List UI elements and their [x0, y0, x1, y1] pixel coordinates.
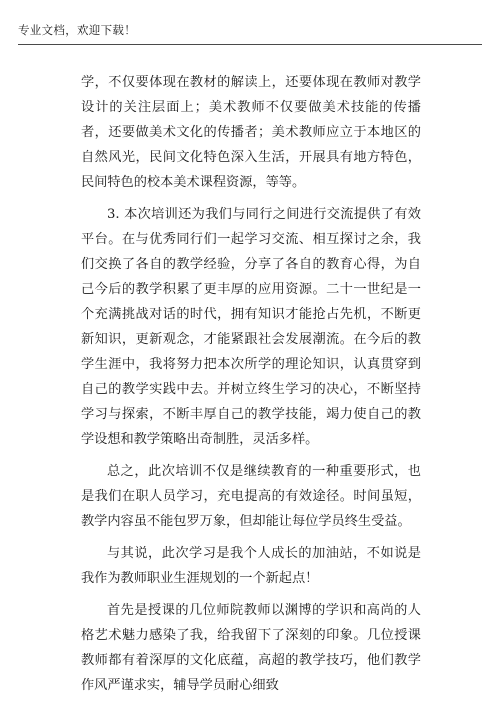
header-divider — [18, 44, 482, 45]
paragraph-new-starting-point: 与其说，此次学习是我个人成长的加油站，不如说是我作为教师职业生涯规划的一个新起点！ — [81, 546, 421, 586]
document-body — [81, 70, 421, 705]
paragraph-summary: 总之，此次培训不仅是继续教育的一种重要形式，也是我们在职人员学习，充电提高的有效途径。时间虽短，教学内容虽不能包罗万象，但却能让每位学员终生受益。 — [81, 464, 421, 529]
paragraph-instructors: 首先是授课的几位师院教师以渊博的学识和高尚的人格艺术魅力感染了我，给我留下了深刻的印象。几位授课教师都有着深厚的文化底蕴，高超的教学技巧，他们教学作风严谨求实，辅导学员耐心细致 — [81, 603, 421, 693]
paragraph-point-3: 3. 本次培训还为我们与同行之间进行交流提供了有效平台。在与优秀同行们一起学习交流、相互探讨之余，我们交换了各自的教学经验，分享了各自的教育心得，为自己今后的教学积累了更丰厚的应用资源。二十一世纪是一个充满挑战对话的时代，拥有知识才能抢占先机，不断更新知识，更新观念，才能紧跟社会发展潮流。在今后的教学生涯中，我将努力把本次所学的理论知识，认真贯穿到自己的教学实践中去。并树立终生学习的决心，不断坚持学习与探索，不断丰厚自己的教学技能，竭力使自己的教学设想和教学策略出奇制胜，灵活多样。 — [81, 207, 421, 447]
page-header: 专业文档，欢迎下载！ — [18, 23, 136, 37]
paragraph-continuation: 学，不仅要体现在教材的解读上，还要体现在教师对教学设计的关注层面上；美术教师不仅要做美术技能的传播者，还要做美术文化的传播者；美术教师应立于本地区的自然风光，民间文化特色深入生活，开展具有地方特色，民间特色的校本美术课程资源，等等。 — [81, 75, 421, 190]
